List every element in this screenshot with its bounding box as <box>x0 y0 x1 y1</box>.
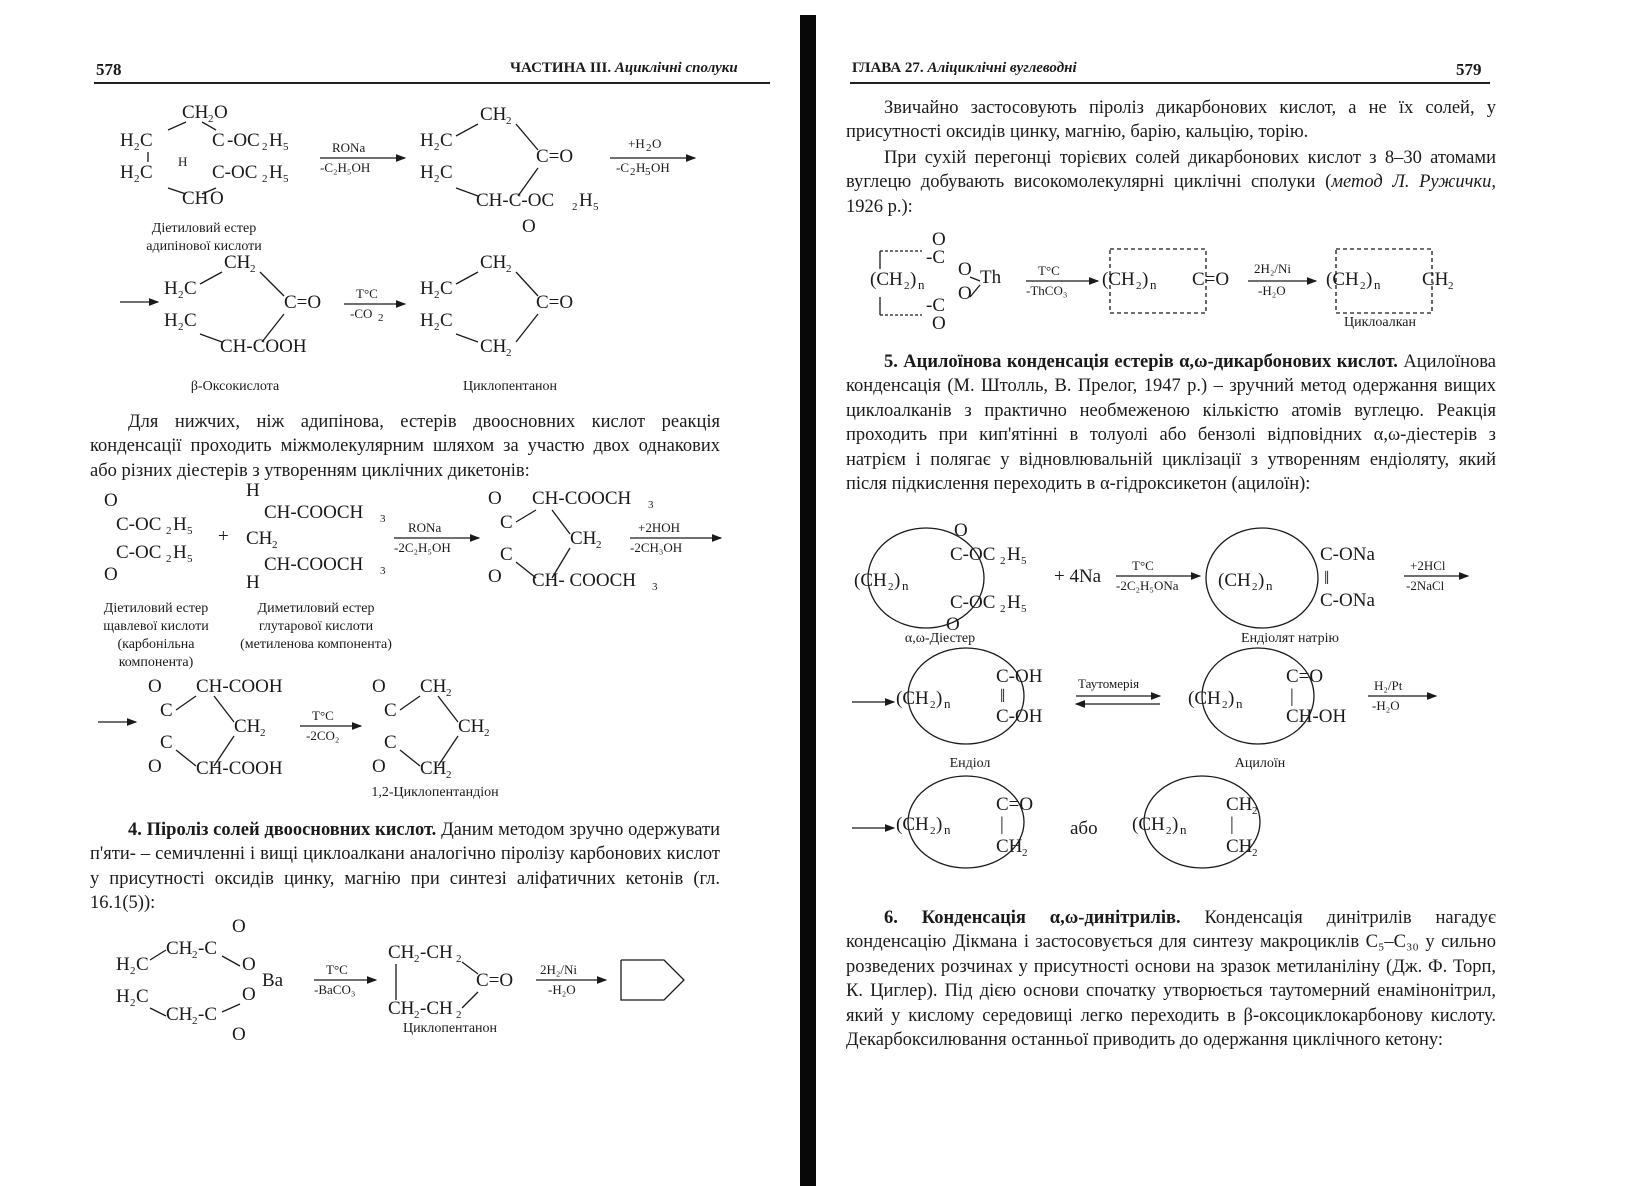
svg-text:2: 2 <box>260 727 266 739</box>
svg-text:O: O <box>104 564 118 585</box>
svg-text:(CH: (CH <box>854 570 887 591</box>
svg-text:H: H <box>173 514 187 535</box>
svg-text:C-OC: C-OC <box>212 162 258 183</box>
svg-text:O: O <box>488 488 502 509</box>
svg-text:C: C <box>440 130 453 151</box>
svg-text:2: 2 <box>166 553 172 565</box>
svg-text:2: 2 <box>434 141 440 153</box>
cyclopentane-ring <box>621 960 684 1000</box>
svg-text:H: H <box>246 480 260 501</box>
svg-text:H: H <box>1007 544 1021 565</box>
svg-text:CH-COOH: CH-COOH <box>196 676 283 697</box>
svg-text:2: 2 <box>888 581 894 593</box>
svg-text:2: 2 <box>414 1009 420 1021</box>
scheme2-reagent-1-bottom: -2C₂H₅OH <box>394 540 451 555</box>
svg-text:2: 2 <box>192 1015 198 1027</box>
svg-text:O: O <box>372 756 386 777</box>
svg-text:n: n <box>1236 696 1243 711</box>
svg-text:CH- COOCH: CH- COOCH <box>532 570 636 591</box>
svg-text:2: 2 <box>446 687 452 699</box>
svg-text:): ) <box>1258 570 1265 591</box>
svg-text:C=O: C=O <box>1192 269 1230 290</box>
svg-text:n: n <box>918 277 925 292</box>
plus-sodium: + 4Na <box>1054 566 1102 587</box>
svg-text:2: 2 <box>130 997 136 1009</box>
svg-text:CH: CH <box>996 836 1023 857</box>
svg-text:3: 3 <box>652 581 658 593</box>
svg-text:CH: CH <box>182 188 209 209</box>
scheme2-reagent-2-top: +2HOH <box>638 520 680 535</box>
svg-text:O: O <box>958 259 972 280</box>
svg-text:O: O <box>148 676 162 697</box>
svg-text:RONa: RONa <box>408 520 442 535</box>
scheme5-reagent-3-bottom: -H₂O <box>1372 698 1400 713</box>
svg-text:): ) <box>1366 269 1373 290</box>
svg-text:2: 2 <box>1448 280 1454 292</box>
right-paragraph-2-tail: 1926 р.): <box>846 196 913 217</box>
svg-text:O: O <box>104 490 118 511</box>
scheme5-reagent-1-top: T°C <box>1132 558 1154 573</box>
svg-text:H: H <box>178 154 188 169</box>
svg-text:C-OC: C-OC <box>116 514 162 535</box>
svg-text:n: n <box>1266 578 1273 593</box>
svg-text:5: 5 <box>187 525 193 537</box>
svg-text:C: C <box>500 544 513 565</box>
svg-text:2: 2 <box>506 115 512 127</box>
svg-text:): ) <box>936 688 943 709</box>
svg-text:2: 2 <box>456 1009 462 1021</box>
svg-text:2: 2 <box>1022 847 1028 859</box>
svg-text:C=O: C=O <box>536 146 574 167</box>
svg-text:2: 2 <box>134 173 140 185</box>
scheme4-reagent-2-bottom: -H₂O <box>1258 283 1286 298</box>
running-head-title-left: Ациклічні сполуки <box>614 60 738 76</box>
svg-text:2: 2 <box>1166 825 1172 837</box>
svg-text:2: 2 <box>484 727 490 739</box>
section-4 <box>90 818 720 916</box>
header-rule-left <box>94 82 770 84</box>
svg-text:O: O <box>652 136 662 151</box>
running-head-left <box>510 60 738 77</box>
page-number-left: 578 <box>96 60 122 79</box>
svg-text:C: C <box>384 700 397 721</box>
right-paragraph-1-text: Звичайно застосовують піроліз дикарбонових кислот, а не їх солей, у присутності оксидів цинку, магнію, барію, кальцію, торію. <box>846 98 1496 143</box>
svg-text:2: 2 <box>250 263 256 275</box>
svg-text:C: C <box>184 310 197 331</box>
svg-text:2: 2 <box>378 312 384 324</box>
svg-text:2: 2 <box>262 173 268 185</box>
svg-text:(CH: (CH <box>870 269 903 290</box>
svg-text:(CH: (CH <box>896 688 929 709</box>
svg-text:(CH: (CH <box>1218 570 1251 591</box>
svg-text:C-OH: C-OH <box>996 706 1043 727</box>
svg-text:H: H <box>1007 592 1021 613</box>
svg-text:C=O: C=O <box>284 292 322 313</box>
svg-text:C: C <box>160 732 173 753</box>
svg-text:H: H <box>164 278 178 299</box>
svg-text:O: O <box>522 216 536 237</box>
svg-text:O: O <box>932 313 946 334</box>
book-spine <box>800 15 816 1186</box>
svg-text:O: O <box>232 1024 246 1045</box>
svg-text:2: 2 <box>166 525 172 537</box>
left-paragraph-1 <box>90 410 720 483</box>
svg-text:CH: CH <box>1226 836 1253 857</box>
svg-text:‖: ‖ <box>1324 568 1330 589</box>
caption-acyloin: Ацилоїн <box>1234 756 1286 771</box>
svg-text:n: n <box>944 696 951 711</box>
svg-text:-C: -C <box>198 938 217 959</box>
scheme3-reagent-1-top: T°C <box>326 962 348 977</box>
svg-text:2: 2 <box>208 113 214 125</box>
svg-text:(CH: (CH <box>1102 269 1135 290</box>
svg-text:H: H <box>120 130 134 151</box>
svg-text:|: | <box>1000 814 1004 835</box>
svg-text:n: n <box>944 822 951 837</box>
svg-text:CH: CH <box>420 676 447 697</box>
svg-text:C=O: C=O <box>996 794 1034 815</box>
svg-text:2: 2 <box>506 347 512 359</box>
svg-text:O: O <box>242 984 256 1005</box>
svg-text:|: | <box>1230 814 1234 835</box>
scheme2-reagent-3-bottom: -2CO₂ <box>306 728 340 743</box>
running-head-part-right: ГЛАВА 27. <box>852 60 924 76</box>
svg-text:O: O <box>148 756 162 777</box>
svg-text:2: 2 <box>1136 280 1142 292</box>
svg-text:2: 2 <box>1000 603 1006 615</box>
svg-text:C-OC: C-OC <box>116 542 162 563</box>
svg-text:O: O <box>242 954 256 975</box>
svg-text:2: 2 <box>1252 847 1258 859</box>
svg-text:2: 2 <box>134 141 140 153</box>
scheme4-reagent-1-bottom: -ThCO₃ <box>1026 283 1068 298</box>
svg-text:2: 2 <box>178 321 184 333</box>
svg-text:5: 5 <box>645 166 651 178</box>
svg-text:H: H <box>173 542 187 563</box>
svg-text:): ) <box>1228 688 1235 709</box>
svg-text:2: 2 <box>930 699 936 711</box>
svg-text:2: 2 <box>434 289 440 301</box>
svg-text:CH-COOH: CH-COOH <box>196 758 283 779</box>
caption-diester: α,ω-Діестер <box>904 631 976 646</box>
svg-text:C-OH: C-OH <box>996 666 1043 687</box>
svg-text:2: 2 <box>596 539 602 551</box>
svg-text:CH-OH: CH-OH <box>1286 706 1347 727</box>
svg-text:C: C <box>136 986 149 1007</box>
svg-text:2: 2 <box>178 289 184 301</box>
svg-text:C: C <box>140 162 153 183</box>
svg-text:O: O <box>958 283 972 304</box>
svg-text:O: O <box>210 188 224 209</box>
section-6 <box>846 906 1496 1052</box>
svg-text:n: n <box>1150 277 1157 292</box>
section-4-text: Даним методом зручно одержувати п'яти- – семичленні і вищі циклоалкани аналогічно піролізу карбонових кислот у присутності оксидів цинку, магнію при синтезі аліфатичних кетонів (гл. 16.1(5)): <box>90 820 720 914</box>
svg-text:‖: ‖ <box>1000 686 1006 707</box>
svg-text:O: O <box>954 520 968 541</box>
svg-text:H: H <box>420 162 434 183</box>
caption-glutarate: Диметиловий естер глутарової кислоти (метиленова компонента) <box>240 601 392 652</box>
caption-ketoacid: β-Оксокислота <box>190 379 280 394</box>
scheme2-reagent-2-bottom: -2CH₃OH <box>630 540 683 555</box>
svg-text:C: C <box>500 512 513 533</box>
svg-text:C=O: C=O <box>1286 666 1324 687</box>
svg-text:CH: CH <box>166 938 193 959</box>
svg-text:(CH: (CH <box>896 814 929 835</box>
svg-text:5: 5 <box>1021 603 1027 615</box>
svg-text:2: 2 <box>930 825 936 837</box>
svg-text:CH: CH <box>1422 269 1449 290</box>
svg-text:CH-COOCH: CH-COOCH <box>264 554 364 575</box>
svg-text:(CH: (CH <box>1132 814 1165 835</box>
svg-text:): ) <box>1142 269 1149 290</box>
scheme3-reagent-1-bottom: -BaCO₃ <box>314 982 356 997</box>
svg-text:n: n <box>1374 277 1381 292</box>
left-page <box>0 0 800 1186</box>
svg-text:C=O: C=O <box>536 292 574 313</box>
tautomery-label: Таутомерія <box>1078 676 1140 691</box>
svg-text:3: 3 <box>380 513 386 525</box>
svg-text:2: 2 <box>506 263 512 275</box>
right-paragraph-2 <box>846 146 1496 219</box>
svg-text:T°C: T°C <box>356 286 378 301</box>
caption-cycloalkane: Циклоалкан <box>1343 315 1416 330</box>
section-5 <box>846 350 1496 496</box>
svg-text:2: 2 <box>1000 555 1006 567</box>
svg-text:+: + <box>218 526 229 547</box>
section-6-text: Конденсація динітрилів нагадує конденсацію Дікмана і застосовується для синтезу макроциклів C₅–C₃₀ у сильно розведених розчинах у присутності основи на зразок метиланіліну (Дж. Ф. Торп, К. Циглер). Під дією основи спочатку утворюється таутомерний енамінонітрил, який у кислому середовищі легко переходить в β-оксоциклокарбонову кислоту. Декарбоксилювання останньої приводить до одержання циклічного кетону: <box>846 908 1496 1051</box>
svg-text:C: C <box>384 732 397 753</box>
svg-text:O: O <box>372 676 386 697</box>
svg-text:H: H <box>420 130 434 151</box>
section-6-title: 6. Конденсація α,ω-динітрилів. <box>884 908 1181 928</box>
svg-text:O: O <box>932 229 946 250</box>
svg-text:H: H <box>116 986 130 1007</box>
svg-text:-CH: -CH <box>420 998 453 1019</box>
svg-text:CH: CH <box>420 758 447 779</box>
svg-text:H: H <box>269 162 283 183</box>
section-5-text: Ацилоїнова конденсація (М. Штолль, В. Прелог, 1947 р.) – зручний метод одержання вищих циклоалканів з практично необмеженою кількістю атомів вуглецю. Реакція проходить при кип'ятінні в толуолі або бензолі відповідних α,ω-діестерів з натрієм і полягає у відновлювальній циклізації з утворенням ендіоляту, який після підкислення переходить в α-гідроксикетон (ацилоїн): <box>846 352 1496 495</box>
scheme3-reagent-2-bottom: -H₂O <box>548 982 576 997</box>
svg-text:-CO: -CO <box>350 306 373 321</box>
scheme5-reagent-2-top: +2HCl <box>1410 558 1446 573</box>
right-page <box>820 0 1626 1186</box>
svg-text:H: H <box>246 572 260 593</box>
scheme4-reagent-2-top: 2H₂/Ni <box>1254 261 1292 276</box>
svg-text:C-OC: C-OC <box>950 544 996 565</box>
scheme2-reagent-3-top: T°C <box>312 708 334 723</box>
svg-text:O: O <box>214 102 228 123</box>
svg-text:CH: CH <box>182 102 209 123</box>
svg-text:CH: CH <box>480 104 507 125</box>
svg-text:): ) <box>1172 814 1179 835</box>
svg-text:2: 2 <box>646 142 652 154</box>
scheme3-reagent-2-top: 2H₂/Ni <box>540 962 578 977</box>
svg-text:5: 5 <box>187 553 193 565</box>
svg-text:CH: CH <box>570 528 597 549</box>
caption-cyclopentanone-1: Циклопентанон <box>462 379 558 394</box>
svg-text:3: 3 <box>380 565 386 577</box>
svg-text:|: | <box>1290 686 1294 707</box>
svg-text:H: H <box>120 162 134 183</box>
svg-text:2: 2 <box>446 769 452 781</box>
svg-text:CH: CH <box>246 528 273 549</box>
svg-text:H: H <box>636 160 646 175</box>
svg-text:): ) <box>910 269 917 290</box>
header-rule-right <box>850 82 1490 84</box>
svg-text:O: O <box>232 916 246 937</box>
running-head-right <box>852 60 1077 77</box>
svg-text:C-ONa: C-ONa <box>1320 544 1375 565</box>
scheme5-reagent-2-bottom: -2NaCl <box>1406 578 1445 593</box>
svg-text:2: 2 <box>414 953 420 965</box>
svg-text:-CH: -CH <box>420 942 453 963</box>
svg-text:CH: CH <box>388 998 415 1019</box>
running-head-part-left: ЧАСТИНА III. <box>510 60 612 76</box>
svg-text:OH: OH <box>651 160 670 175</box>
svg-text:2: 2 <box>456 953 462 965</box>
svg-text:2: 2 <box>192 949 198 961</box>
svg-text:-C: -C <box>926 295 945 316</box>
scheme5-reagent-1-bottom: -2C₂H₅ONa <box>1116 578 1179 593</box>
svg-text:-C: -C <box>198 1004 217 1025</box>
section-5-title: 5. Ацилоїнова конденсація естерів α,ω-дикарбонових кислот. <box>884 352 1398 372</box>
caption-cyclopentanone-2: Циклопентанон <box>402 1021 498 1036</box>
svg-text:CH: CH <box>1226 794 1253 815</box>
svg-text:2: 2 <box>130 965 136 977</box>
svg-text:C: C <box>440 162 453 183</box>
svg-text:): ) <box>936 814 943 835</box>
svg-text:CH: CH <box>166 1004 193 1025</box>
svg-text:2: 2 <box>630 166 636 178</box>
svg-text:C: C <box>160 700 173 721</box>
svg-text:5: 5 <box>283 141 289 153</box>
svg-text:n: n <box>902 578 909 593</box>
svg-text:2: 2 <box>434 321 440 333</box>
svg-text:C: C <box>212 130 225 151</box>
svg-text:CH-COOCH: CH-COOCH <box>264 502 364 523</box>
svg-text:CH: CH <box>234 716 261 737</box>
svg-text:2: 2 <box>572 201 578 213</box>
svg-text:C-OC: C-OC <box>950 592 996 613</box>
caption-oxalate: Діетиловий естер щавлевої кислоти (карбонільна компонента) <box>103 601 209 670</box>
running-head-title-right: Аліциклічні вуглеводні <box>927 60 1077 76</box>
scheme-acyloin <box>850 520 1500 860</box>
caption-cyclopentanedione: 1,2-Циклопентандіон <box>371 785 499 800</box>
svg-text:O: O <box>946 614 960 635</box>
svg-text:C=O: C=O <box>476 970 514 991</box>
svg-text:2: 2 <box>1360 280 1366 292</box>
svg-text:5: 5 <box>593 201 599 213</box>
or-word: або <box>1070 818 1098 839</box>
svg-text:C: C <box>136 954 149 975</box>
svg-text:C-ONa: C-ONa <box>1320 590 1375 611</box>
svg-text:5: 5 <box>1021 555 1027 567</box>
section-4-title: 4. Піроліз солей двоосновних кислот. <box>128 820 437 840</box>
scheme4-reagent-1-top: T°C <box>1038 263 1060 278</box>
svg-text:CH-COOH: CH-COOH <box>220 336 307 357</box>
svg-text:2: 2 <box>1252 805 1258 817</box>
svg-text:(CH: (CH <box>1326 269 1359 290</box>
svg-text:C: C <box>184 278 197 299</box>
right-paragraph-2-text: При сухій перегонці торієвих солей дикарбонових кислот з 8–30 атомами вуглецю добувають високомолекулярні циклічні сполуки ( <box>846 148 1496 193</box>
caption-enediolate: Ендіолят натрію <box>1241 631 1339 646</box>
svg-text:3: 3 <box>648 499 654 511</box>
svg-text:2: 2 <box>272 539 278 551</box>
svg-text:+H: +H <box>628 136 645 151</box>
svg-text:H: H <box>269 130 283 151</box>
svg-text:CH: CH <box>388 942 415 963</box>
svg-text:RONa: RONa <box>332 140 366 155</box>
page-number-right: 579 <box>1456 60 1482 79</box>
svg-text:H: H <box>116 954 130 975</box>
svg-text:2: 2 <box>434 173 440 185</box>
svg-text:): ) <box>894 570 901 591</box>
caption-adipate: Діетиловий естер адипінової кислоти <box>146 221 262 254</box>
svg-text:C: C <box>140 130 153 151</box>
svg-text:C: C <box>440 310 453 331</box>
reagent-1-bottom: -C₂H₅OH <box>320 160 371 175</box>
svg-text:CH-COOCH: CH-COOCH <box>532 488 632 509</box>
caption-enediol: Ендіол <box>949 756 991 771</box>
svg-text:O: O <box>488 566 502 587</box>
svg-text:CH: CH <box>458 716 485 737</box>
svg-text:(CH: (CH <box>1188 688 1221 709</box>
svg-text:-C: -C <box>926 247 945 268</box>
svg-text:H: H <box>579 190 593 211</box>
svg-text:n: n <box>1180 822 1187 837</box>
svg-text:-C: -C <box>616 160 629 175</box>
svg-text:-OC: -OC <box>227 130 260 151</box>
svg-text:H: H <box>420 310 434 331</box>
scheme5-reagent-3-top: H₂/Pt <box>1374 678 1403 693</box>
left-paragraph-1-text: Для нижчих, ніж адипінова, естерів двоосновних кислот реакція конденсації проходить міжмолекулярним шляхом за участю двох однакових або різних діестерів з утворенням циклічних дикетонів: <box>90 412 720 481</box>
svg-text:C: C <box>440 278 453 299</box>
svg-text:2: 2 <box>1222 699 1228 711</box>
svg-text:CH: CH <box>480 252 507 273</box>
svg-text:2: 2 <box>1252 581 1258 593</box>
svg-text:H: H <box>164 310 178 331</box>
svg-text:2: 2 <box>904 280 910 292</box>
svg-text:CH: CH <box>224 252 251 273</box>
svg-text:2: 2 <box>262 141 268 153</box>
svg-text:5: 5 <box>283 173 289 185</box>
metal-ba: Ba <box>262 970 284 991</box>
right-paragraph-1 <box>846 96 1496 145</box>
right-paragraph-2-italic: метод Л. Ружички, <box>1331 172 1496 193</box>
svg-text:H: H <box>420 278 434 299</box>
svg-text:CH: CH <box>480 336 507 357</box>
svg-text:CH-C-OC: CH-C-OC <box>476 190 555 211</box>
metal-th: Th <box>980 267 1002 288</box>
